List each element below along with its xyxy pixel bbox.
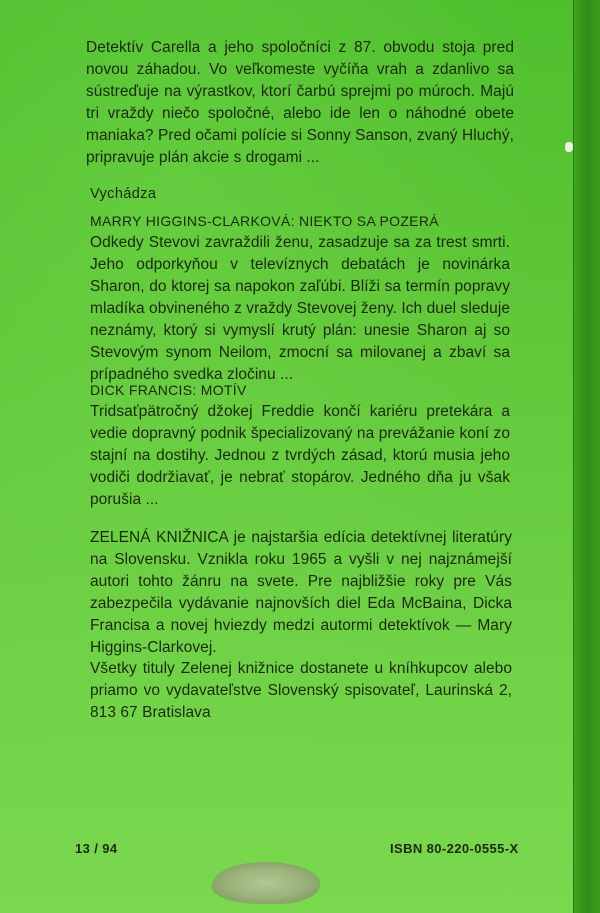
book-spine xyxy=(573,0,600,913)
series-about-paragraph: ZELENÁ KNIŽNICA je najstaršia edícia detektívnej literatúry na Slovensku. Vznikla roku 1965 a vyšli v nej najznámejší autori tohto žánru na svete. Pre najbližšie roky pre Vás zabezpečila vydávanie najnovších diel Eda McBaina, Dicka Francisa a novej hviezdy medzi autormi detektívok — Mary Higgins-Clarkovej. xyxy=(90,529,512,656)
intro-paragraph: Detektív Carella a jeho spoločníci z 87. obvodu stoja pred novou záhadou. Vo veľkomeste vyčíňa vrah a zdanlivo sa sústreďuje na výrastkov, ktorí čarbú sprejmi po múroch. Majú tri vraždy niečo spoločné, alebo ide len o náhodné obete maniaka? Pred očami polície si Sonny Sanson, zvaný Hluchý, pripravuje plán akcie s drogami ... xyxy=(86,39,514,166)
book2-title: DICK FRANCIS: MOTÍV xyxy=(90,382,247,398)
book1-title: MARRY HIGGINS-CLARKOVÁ: NIEKTO SA POZERÁ xyxy=(90,213,439,229)
book2-description: Tridsaťpätročný džokej Freddie končí kariéru pretekára a vedie dopravný podnik špecializovaný na prevážanie koní zo stajní na dostihy. Jednou z tvrdých zásad, ktorú musia jeho vodiči dodržiavať, je nebrať stopárov. Jedného dňa ju však porušia ... xyxy=(90,403,510,508)
sticker-residue xyxy=(212,862,320,904)
book1-description: Odkedy Stevovi zavraždili ženu, zasadzuje sa za trest smrti. Jeho odporkyňou v televíznych debatách je novinárka Sharon, do ktorej sa napokon zaľúbi. Blíži sa termín popravy mladíka obvineného z vraždy Stevovej ženy. Ich duel sleduje neznámy, ktorý si vymyslí krutý plán: unesie Sharon aj so Stevovým synom Neilom, zmocní sa milovanej a zbaví sa prípadného svedka zločinu ... xyxy=(90,234,510,383)
series-number: 13 / 94 xyxy=(75,841,118,856)
paper-damage-mark xyxy=(565,142,573,152)
section-heading-vychadza: Vychádza xyxy=(90,186,157,202)
isbn: ISBN 80-220-0555-X xyxy=(390,841,519,856)
availability-paragraph: Všetky tituly Zelenej knižnice dostanete u kníhkupcov alebo priamo vo vydavateľstve Slovenský spisovateľ, Laurinská 2, 813 67 Bratislava xyxy=(90,660,512,721)
